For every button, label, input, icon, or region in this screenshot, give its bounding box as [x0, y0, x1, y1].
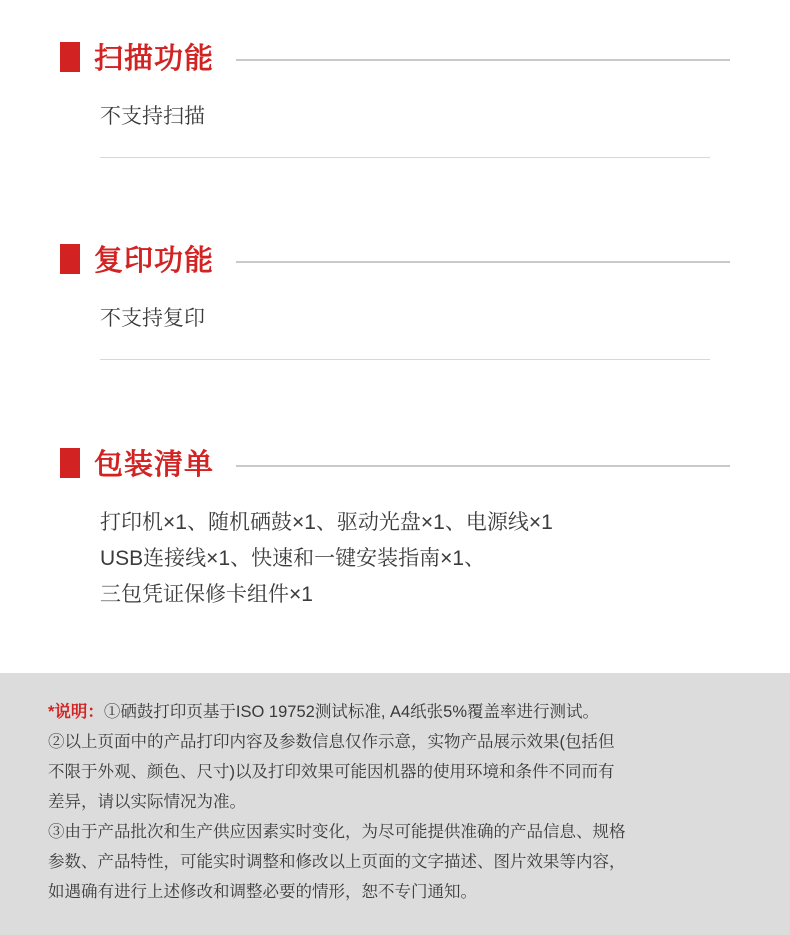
section-packing-list-line-2: USB连接线×1、快速和一键安装指南×1、	[100, 547, 486, 570]
section-copy-header	[60, 238, 730, 279]
header-rule	[236, 261, 730, 263]
header-rule	[236, 59, 730, 61]
header-rule	[236, 465, 730, 467]
note-line-1-text: ①硒鼓打印页基于ISO 19752测试标准, A4纸张5%覆盖率进行测试。	[103, 703, 600, 721]
section-packing-list-header	[60, 442, 730, 483]
section-marker-icon	[60, 448, 80, 478]
section-scan-title: 扫描功能	[94, 43, 215, 75]
note-line-1	[48, 697, 742, 727]
section-packing-list-line-1: 打印机×1、随机硒鼓×1、驱动光盘×1、电源线×1	[100, 511, 553, 534]
note-label: *说明：	[48, 703, 104, 721]
section-scan-header	[60, 36, 730, 77]
section-marker-icon	[60, 42, 80, 72]
section-copy-line-1: 不支持复印	[100, 307, 205, 330]
section-packing-list	[0, 360, 790, 635]
note-line-4: 差异，请以实际情况为准。	[48, 793, 246, 811]
section-packing-list-title: 包装清单	[94, 449, 215, 481]
disclaimer-note	[0, 673, 790, 935]
section-scan-line-1: 不支持扫描	[100, 105, 205, 128]
note-line-5: ③由于产品批次和生产供应因素实时变化，为尽可能提供准确的产品信息、规格	[48, 823, 626, 841]
section-scan-body	[100, 77, 710, 158]
note-line-6: 参数、产品特性，可能实时调整和修改以上页面的文字描述、图片效果等内容，	[48, 853, 626, 871]
section-packing-list-line-3: 三包凭证保修卡组件×1	[100, 583, 313, 606]
section-marker-icon	[60, 244, 80, 274]
section-copy-title: 复印功能	[94, 245, 215, 277]
section-packing-list-body	[100, 483, 710, 635]
note-line-7: 如遇确有进行上述修改和调整必要的情形，恕不专门通知。	[48, 883, 477, 901]
section-copy	[0, 158, 790, 360]
note-line-2: ②以上页面中的产品打印内容及参数信息仅作示意，实物产品展示效果(包括但	[48, 733, 615, 751]
note-line-3: 不限于外观、颜色、尺寸)以及打印效果可能因机器的使用环境和条件不同而有	[48, 763, 615, 781]
section-scan	[0, 0, 790, 158]
section-copy-body	[100, 279, 710, 360]
